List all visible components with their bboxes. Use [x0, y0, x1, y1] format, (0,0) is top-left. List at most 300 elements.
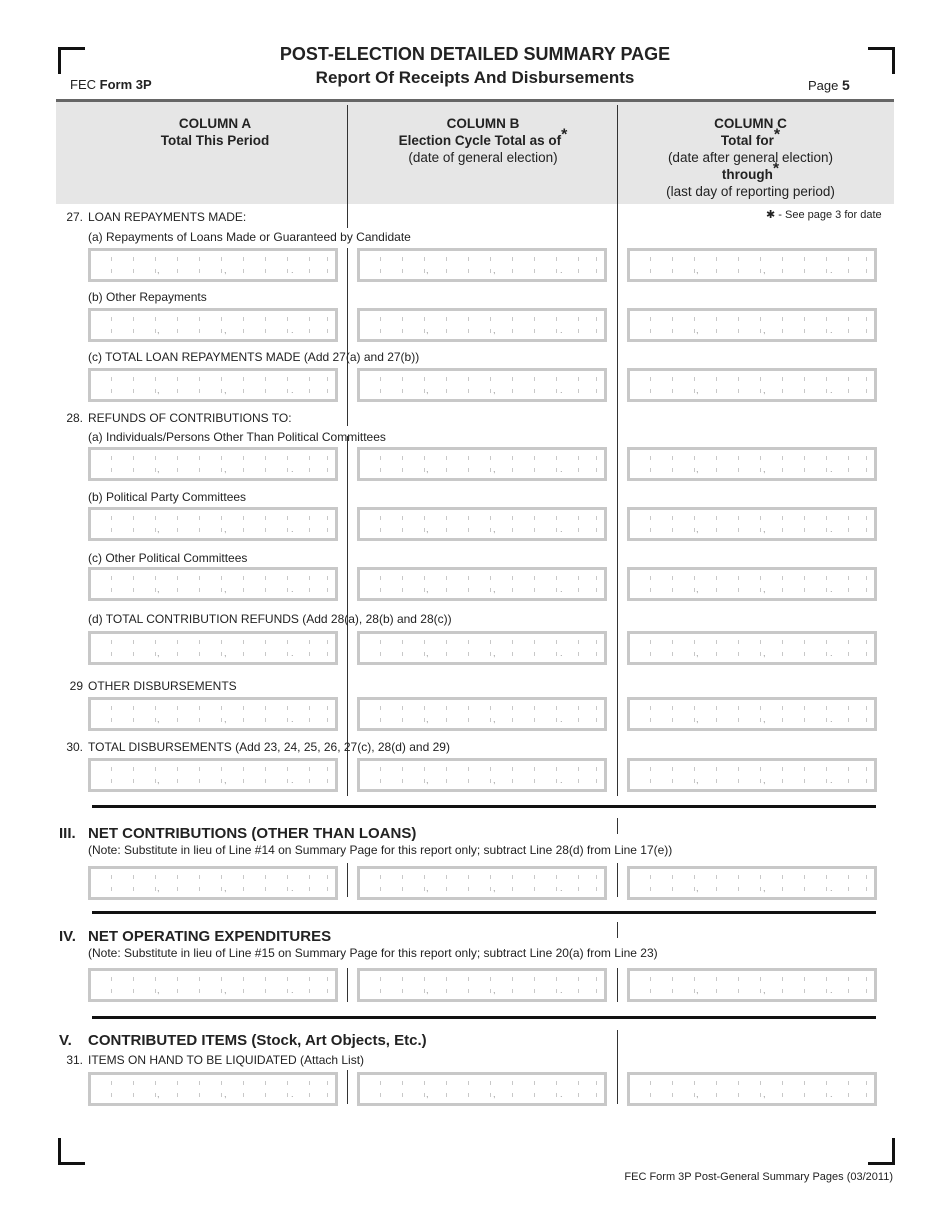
thousands-separator: ,	[696, 714, 699, 724]
digit-tick	[199, 640, 200, 644]
amount-field-28d-col-b[interactable]	[357, 631, 607, 665]
digit-tick	[650, 706, 651, 710]
digit-tick	[287, 1093, 288, 1097]
digit-tick	[155, 640, 156, 644]
digit-tick	[490, 588, 491, 592]
section-iv-note: (Note: Substitute in lieu of Line #15 on Summary Page for this report only; subtract Line 20(a) from Line 23)	[88, 946, 658, 960]
digit-tick	[866, 1093, 867, 1097]
amount-field-28b-col-c[interactable]	[627, 507, 877, 541]
column-c-subtitle: Total for	[720, 133, 774, 148]
digit-tick	[534, 329, 535, 333]
digit-tick	[133, 269, 134, 273]
form-name: Form 3P	[99, 77, 152, 92]
digit-tick	[424, 706, 425, 710]
digit-tick	[596, 887, 597, 891]
digit-tick	[826, 329, 827, 333]
digit-tick	[738, 377, 739, 381]
digit-tick	[716, 468, 717, 472]
digit-tick	[650, 516, 651, 520]
digit-tick	[760, 989, 761, 993]
digit-tick	[309, 1093, 310, 1097]
digit-tick	[177, 1081, 178, 1085]
thousands-separator: ,	[493, 524, 496, 534]
digit-tick	[848, 329, 849, 333]
decimal-point: .	[830, 265, 833, 275]
digit-tick	[133, 977, 134, 981]
digit-tick	[672, 516, 673, 520]
amount-field-iii-col-b[interactable]	[357, 866, 607, 900]
amount-field-28a-col-b[interactable]	[357, 447, 607, 481]
digit-tick	[199, 329, 200, 333]
digit-tick	[327, 706, 328, 710]
digit-tick	[133, 456, 134, 460]
digit-tick	[578, 389, 579, 393]
digit-tick	[309, 640, 310, 644]
digit-tick	[716, 257, 717, 261]
digit-tick	[380, 456, 381, 460]
digit-tick	[111, 718, 112, 722]
digit-tick	[512, 1081, 513, 1085]
column-c-header	[618, 115, 883, 200]
digit-tick	[468, 588, 469, 592]
digit-tick	[650, 456, 651, 460]
digit-tick	[694, 1081, 695, 1085]
digit-tick	[826, 718, 827, 722]
digit-tick	[672, 779, 673, 783]
digit-tick	[133, 652, 134, 656]
digit-tick	[424, 389, 425, 393]
digit-tick	[578, 1081, 579, 1085]
digit-tick	[826, 875, 827, 879]
digit-tick	[760, 767, 761, 771]
digit-tick	[738, 652, 739, 656]
digit-tick	[155, 269, 156, 273]
digit-tick	[694, 875, 695, 879]
column-divider	[617, 105, 618, 796]
digit-tick	[327, 389, 328, 393]
digit-tick	[402, 989, 403, 993]
amount-field-28b-col-a[interactable]	[88, 507, 338, 541]
amount-field-27b-col-a[interactable]	[88, 308, 338, 342]
digit-tick	[490, 317, 491, 321]
column-divider	[617, 818, 618, 834]
digit-tick	[243, 389, 244, 393]
digit-tick	[650, 977, 651, 981]
digit-tick	[468, 706, 469, 710]
digit-tick	[804, 377, 805, 381]
digit-tick	[309, 652, 310, 656]
digit-tick	[804, 779, 805, 783]
thousands-separator: ,	[493, 464, 496, 474]
digit-tick	[512, 767, 513, 771]
thousands-separator: ,	[763, 648, 766, 658]
digit-tick	[446, 329, 447, 333]
digit-tick	[243, 468, 244, 472]
amount-field-30-col-c[interactable]	[627, 758, 877, 792]
digit-tick	[738, 588, 739, 592]
digit-tick	[534, 640, 535, 644]
digit-tick	[155, 257, 156, 261]
digit-tick	[133, 640, 134, 644]
column-divider	[617, 922, 618, 938]
digit-tick	[866, 887, 867, 891]
digit-tick	[402, 1081, 403, 1085]
thousands-separator: ,	[763, 325, 766, 335]
column-divider	[347, 105, 348, 228]
amount-field-iii-col-c[interactable]	[627, 866, 877, 900]
thousands-separator: ,	[493, 883, 496, 893]
digit-tick	[716, 887, 717, 891]
digit-tick	[556, 875, 557, 879]
digit-tick	[556, 640, 557, 644]
digit-tick	[265, 257, 266, 261]
amount-field-28c-col-b[interactable]	[357, 567, 607, 601]
digit-tick	[243, 456, 244, 460]
thousands-separator: ,	[763, 464, 766, 474]
decimal-point: .	[830, 985, 833, 995]
digit-tick	[672, 706, 673, 710]
amount-field-29-col-a[interactable]	[88, 697, 338, 731]
digit-tick	[534, 718, 535, 722]
section-iii-heading	[59, 825, 416, 842]
thousands-separator: ,	[224, 985, 227, 995]
thousands-separator: ,	[157, 985, 160, 995]
digit-tick	[243, 640, 244, 644]
digit-tick	[866, 389, 867, 393]
digit-tick	[243, 377, 244, 381]
section-divider	[92, 911, 876, 914]
digit-tick	[243, 875, 244, 879]
digit-tick	[380, 652, 381, 656]
digit-tick	[133, 887, 134, 891]
digit-tick	[446, 652, 447, 656]
decimal-point: .	[291, 648, 294, 658]
amount-field-31-col-a[interactable]	[88, 1072, 338, 1106]
section-number: IV.	[59, 928, 76, 945]
digit-tick	[760, 377, 761, 381]
digit-tick	[672, 588, 673, 592]
column-divider	[347, 1070, 348, 1104]
digit-tick	[534, 269, 535, 273]
digit-tick	[490, 389, 491, 393]
digit-tick	[512, 989, 513, 993]
digit-tick	[716, 269, 717, 273]
digit-tick	[287, 1081, 288, 1085]
digit-tick	[556, 977, 557, 981]
thousands-separator: ,	[696, 524, 699, 534]
digit-tick	[221, 887, 222, 891]
digit-tick	[380, 977, 381, 981]
digit-tick	[848, 389, 849, 393]
digit-tick	[243, 652, 244, 656]
digit-tick	[490, 779, 491, 783]
digit-tick	[133, 528, 134, 532]
digit-tick	[490, 706, 491, 710]
digit-tick	[446, 640, 447, 644]
thousands-separator: ,	[493, 584, 496, 594]
column-c-through: through	[721, 167, 773, 182]
thousands-separator: ,	[696, 464, 699, 474]
digit-tick	[804, 456, 805, 460]
digit-tick	[804, 767, 805, 771]
digit-tick	[650, 576, 651, 580]
digit-tick	[327, 977, 328, 981]
digit-tick	[804, 1081, 805, 1085]
amount-field-28d-col-c[interactable]	[627, 631, 877, 665]
digit-tick	[111, 317, 112, 321]
digit-tick	[760, 468, 761, 472]
digit-tick	[199, 389, 200, 393]
digit-tick	[716, 652, 717, 656]
digit-tick	[490, 516, 491, 520]
digit-tick	[694, 718, 695, 722]
digit-tick	[556, 528, 557, 532]
amount-field-iv-col-b[interactable]	[357, 968, 607, 1002]
digit-tick	[111, 389, 112, 393]
corner-mark-bottom-right	[868, 1138, 895, 1165]
digit-tick	[380, 875, 381, 879]
digit-tick	[287, 718, 288, 722]
decimal-point: .	[560, 1089, 563, 1099]
digit-tick	[380, 718, 381, 722]
thousands-separator: ,	[157, 1089, 160, 1099]
digit-tick	[309, 377, 310, 381]
digit-tick	[199, 887, 200, 891]
digit-tick	[782, 468, 783, 472]
digit-tick	[155, 989, 156, 993]
amount-field-27a-col-a[interactable]	[88, 248, 338, 282]
decimal-point: .	[291, 385, 294, 395]
digit-tick	[848, 528, 849, 532]
amount-field-28b-col-b[interactable]	[357, 507, 607, 541]
digit-tick	[446, 456, 447, 460]
digit-tick	[309, 456, 310, 460]
decimal-point: .	[830, 1089, 833, 1099]
digit-tick	[243, 989, 244, 993]
digit-tick	[243, 1093, 244, 1097]
digit-tick	[402, 779, 403, 783]
digit-tick	[534, 588, 535, 592]
thousands-separator: ,	[493, 648, 496, 658]
digit-tick	[155, 377, 156, 381]
digit-tick	[578, 989, 579, 993]
amount-field-28a-col-c[interactable]	[627, 447, 877, 481]
digit-tick	[177, 257, 178, 261]
amount-field-27c-col-a[interactable]	[88, 368, 338, 402]
digit-tick	[133, 468, 134, 472]
digit-tick	[738, 989, 739, 993]
digit-tick	[650, 468, 651, 472]
digit-tick	[848, 257, 849, 261]
amount-field-29-col-b[interactable]	[357, 697, 607, 731]
digit-tick	[287, 977, 288, 981]
amount-field-28d-col-a[interactable]	[88, 631, 338, 665]
digit-tick	[111, 779, 112, 783]
digit-tick	[177, 989, 178, 993]
digit-tick	[155, 652, 156, 656]
digit-tick	[512, 1093, 513, 1097]
digit-tick	[468, 269, 469, 273]
digit-tick	[534, 1093, 535, 1097]
digit-tick	[782, 389, 783, 393]
digit-tick	[738, 528, 739, 532]
digit-tick	[760, 640, 761, 644]
digit-tick	[221, 269, 222, 273]
digit-tick	[287, 875, 288, 879]
digit-tick	[155, 317, 156, 321]
digit-tick	[243, 977, 244, 981]
line-27-heading	[53, 210, 246, 224]
digit-tick	[826, 887, 827, 891]
digit-tick	[760, 456, 761, 460]
digit-tick	[826, 528, 827, 532]
digit-tick	[243, 528, 244, 532]
digit-tick	[265, 329, 266, 333]
digit-tick	[534, 377, 535, 381]
digit-tick	[596, 652, 597, 656]
line-28a-label: (a) Individuals/Persons Other Than Political Committees	[88, 430, 386, 444]
digit-tick	[199, 779, 200, 783]
digit-tick	[556, 588, 557, 592]
digit-tick	[804, 257, 805, 261]
digit-tick	[760, 516, 761, 520]
digit-tick	[490, 652, 491, 656]
amount-field-30-col-b[interactable]	[357, 758, 607, 792]
digit-tick	[287, 652, 288, 656]
digit-tick	[866, 989, 867, 993]
digit-tick	[199, 875, 200, 879]
amount-field-iv-col-a[interactable]	[88, 968, 338, 1002]
digit-tick	[672, 718, 673, 722]
amount-field-iv-col-c[interactable]	[627, 968, 877, 1002]
digit-tick	[716, 317, 717, 321]
amount-field-27b-col-c[interactable]	[627, 308, 877, 342]
digit-tick	[424, 779, 425, 783]
thousands-separator: ,	[763, 385, 766, 395]
amount-field-iii-col-a[interactable]	[88, 866, 338, 900]
digit-tick	[782, 576, 783, 580]
amount-field-27b-col-b[interactable]	[357, 308, 607, 342]
digit-tick	[402, 887, 403, 891]
digit-tick	[446, 377, 447, 381]
amount-field-30-col-a[interactable]	[88, 758, 338, 792]
decimal-point: .	[830, 648, 833, 658]
digit-tick	[155, 1093, 156, 1097]
digit-tick	[111, 468, 112, 472]
digit-tick	[782, 977, 783, 981]
amount-field-29-col-c[interactable]	[627, 697, 877, 731]
thousands-separator: ,	[224, 714, 227, 724]
digit-tick	[760, 977, 761, 981]
digit-tick	[782, 652, 783, 656]
digit-tick	[650, 779, 651, 783]
digit-tick	[694, 576, 695, 580]
thousands-separator: ,	[763, 584, 766, 594]
thousands-separator: ,	[696, 883, 699, 893]
digit-tick	[596, 1081, 597, 1085]
thousands-separator: ,	[763, 985, 766, 995]
digit-tick	[826, 1081, 827, 1085]
digit-tick	[402, 468, 403, 472]
digit-tick	[694, 528, 695, 532]
thousands-separator: ,	[696, 1089, 699, 1099]
digit-tick	[111, 887, 112, 891]
digit-tick	[111, 652, 112, 656]
column-c-date-hint-end: (last day of reporting period)	[666, 184, 835, 199]
amount-field-27c-col-b[interactable]	[357, 368, 607, 402]
amount-field-28c-col-a[interactable]	[88, 567, 338, 601]
digit-tick	[848, 456, 849, 460]
column-a-header	[80, 115, 350, 149]
digit-tick	[848, 887, 849, 891]
digit-tick	[402, 875, 403, 879]
amount-field-31-col-b[interactable]	[357, 1072, 607, 1106]
digit-tick	[596, 516, 597, 520]
column-b-subtitle: Election Cycle Total as of	[398, 133, 562, 148]
digit-tick	[327, 779, 328, 783]
digit-tick	[243, 588, 244, 592]
digit-tick	[716, 1093, 717, 1097]
digit-tick	[402, 1093, 403, 1097]
digit-tick	[490, 989, 491, 993]
digit-tick	[512, 977, 513, 981]
digit-tick	[760, 528, 761, 532]
amount-field-27c-col-c[interactable]	[627, 368, 877, 402]
digit-tick	[512, 329, 513, 333]
digit-tick	[265, 516, 266, 520]
digit-tick	[133, 389, 134, 393]
digit-tick	[760, 588, 761, 592]
digit-tick	[243, 269, 244, 273]
digit-tick	[672, 269, 673, 273]
digit-tick	[177, 329, 178, 333]
digit-tick	[512, 640, 513, 644]
digit-tick	[490, 875, 491, 879]
digit-tick	[556, 269, 557, 273]
digit-tick	[424, 317, 425, 321]
digit-tick	[672, 989, 673, 993]
digit-tick	[782, 1093, 783, 1097]
digit-tick	[199, 706, 200, 710]
digit-tick	[327, 317, 328, 321]
digit-tick	[782, 1081, 783, 1085]
digit-tick	[760, 875, 761, 879]
amount-field-27a-col-c[interactable]	[627, 248, 877, 282]
amount-field-28a-col-a[interactable]	[88, 447, 338, 481]
thousands-separator: ,	[224, 584, 227, 594]
line-label: ITEMS ON HAND TO BE LIQUIDATED (Attach List)	[88, 1053, 365, 1067]
thousands-separator: ,	[426, 714, 429, 724]
digit-tick	[650, 317, 651, 321]
thousands-separator: ,	[763, 1089, 766, 1099]
digit-tick	[221, 640, 222, 644]
digit-tick	[848, 1093, 849, 1097]
decimal-point: .	[291, 524, 294, 534]
digit-tick	[650, 875, 651, 879]
section-title: CONTRIBUTED ITEMS (Stock, Art Objects, Etc.)	[88, 1032, 427, 1049]
digit-tick	[694, 767, 695, 771]
amount-field-28c-col-c[interactable]	[627, 567, 877, 601]
digit-tick	[650, 257, 651, 261]
amount-field-27a-col-b[interactable]	[357, 248, 607, 282]
digit-tick	[694, 329, 695, 333]
thousands-separator: ,	[696, 385, 699, 395]
amount-field-31-col-c[interactable]	[627, 1072, 877, 1106]
digit-tick	[760, 718, 761, 722]
digit-tick	[380, 329, 381, 333]
digit-tick	[155, 588, 156, 592]
digit-tick	[287, 257, 288, 261]
